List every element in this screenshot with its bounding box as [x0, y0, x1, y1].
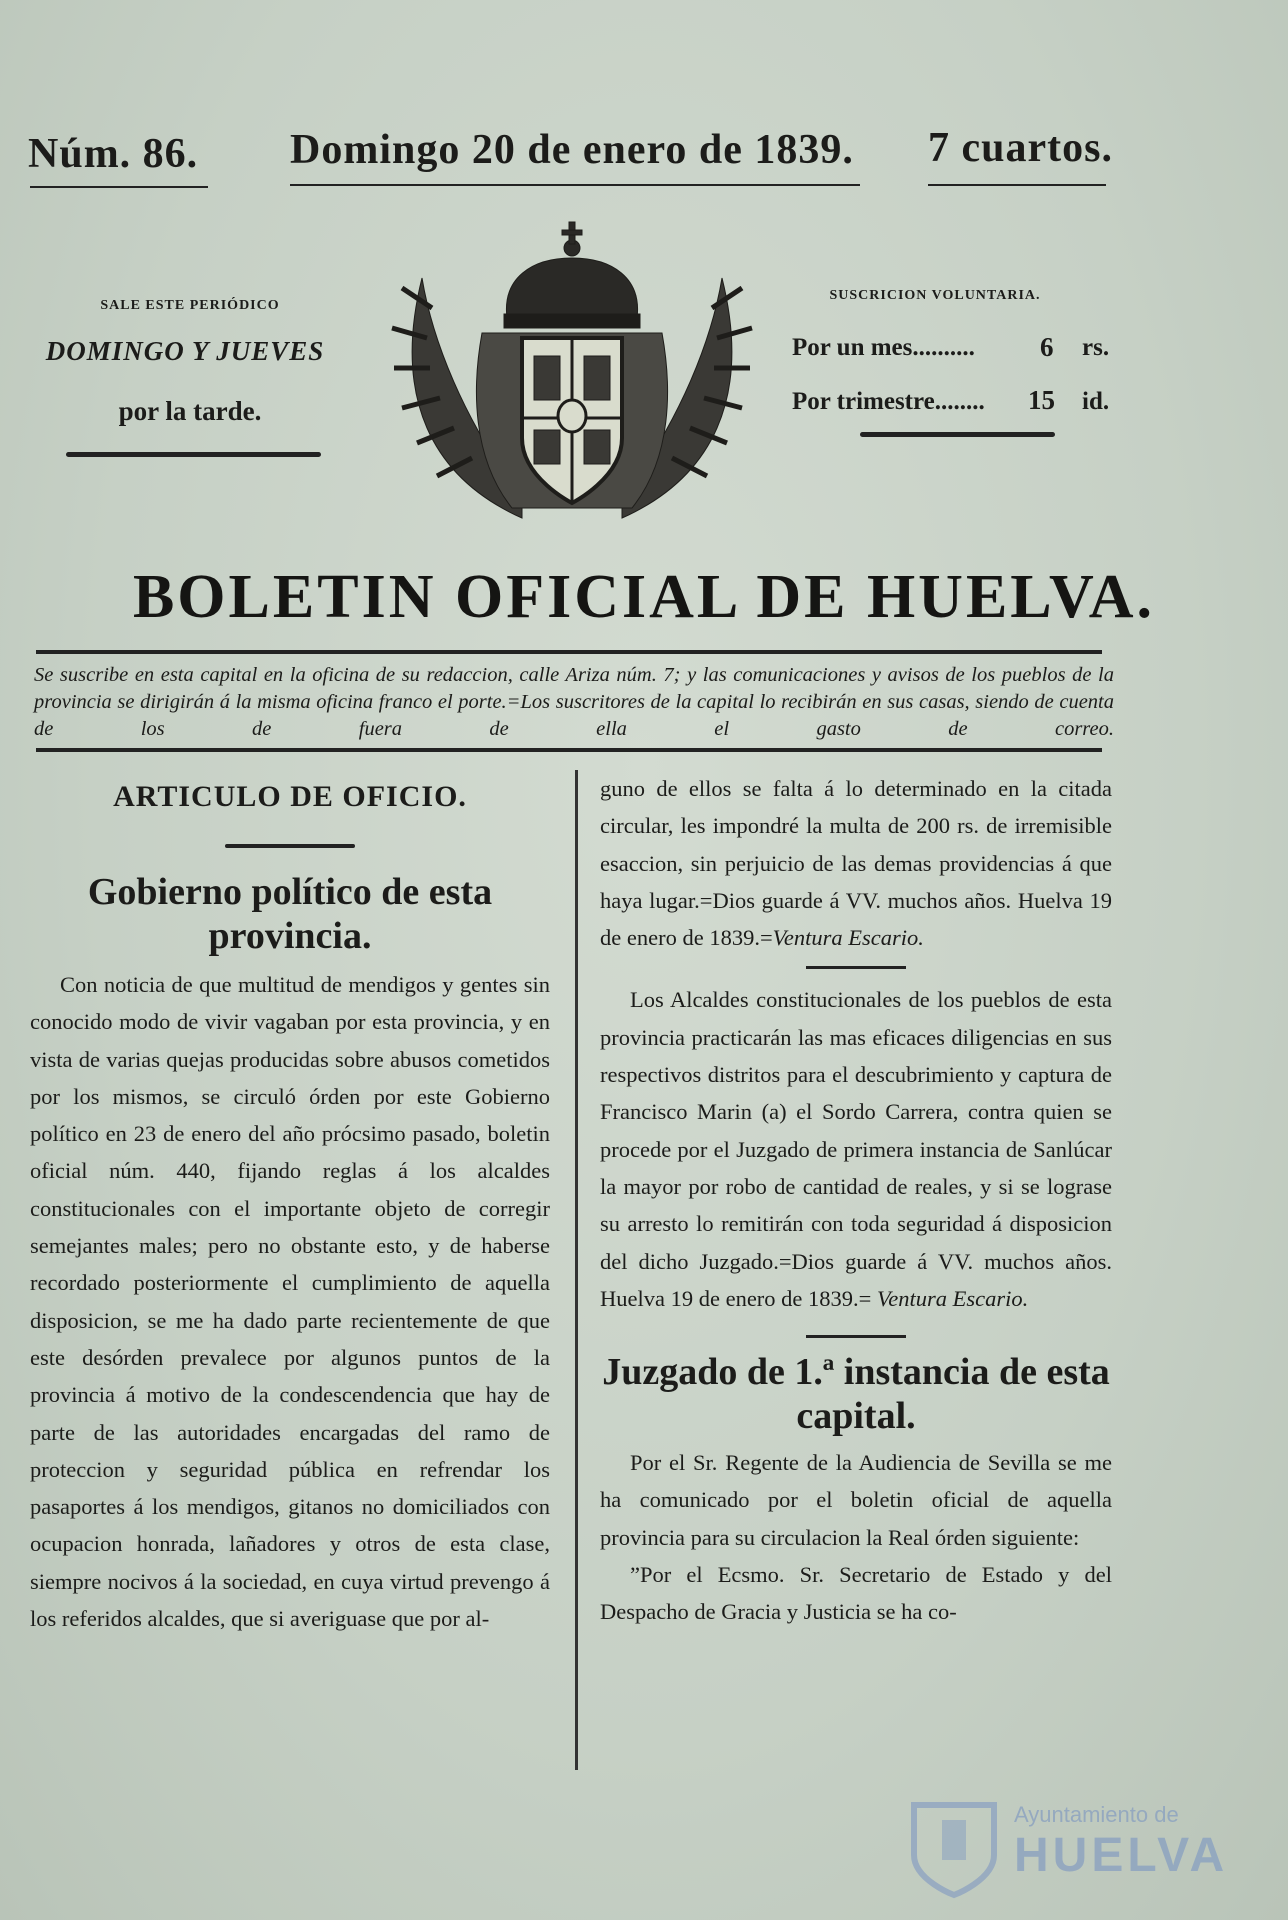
- coat-of-arms-icon: [372, 218, 772, 540]
- publication-days-caption: SALE ESTE PERIÓDICO: [100, 298, 280, 313]
- divider: [36, 650, 1102, 654]
- divider: [290, 184, 860, 186]
- watermark-line2: HUELVA: [1014, 1829, 1229, 1882]
- subscription-month-label: Por un mes..........: [792, 334, 975, 361]
- court-heading: Juzgado de 1.ª instancia de esta capital.: [602, 1351, 1110, 1438]
- divider: [860, 432, 1055, 437]
- court-paragraph: Por el Sr. Regente de la Audiencia de Sevilla se me ha comunicado por el boletin oficial de aquella provincia para su circulacion la Real órden siguiente:: [600, 1450, 1112, 1550]
- issue-price: 7 cuartos.: [928, 125, 1113, 171]
- article-body: Con noticia de que multitud de mendigos y gentes sin conocido modo de vivir vagaban por esta provincia, y en vista de varias quejas producidas sobre abusos cometidos por los mismos, se circuló órden por este Gobierno político en 23 de enero del año prócsimo pasado, boletin oficial núm. 440, fijando reglas á los alcaldes constitucionales con el importante objeto de corregir semejantes males; pero no obstante esto, y de haberse recordado posteriormente el cumplimiento de aquella disposicion, se me ha dado parte recientemente de que este desórden prevalece por algunos puntos de la provincia á motivo de la condescendencia que hay de parte de las autoridades encargadas del ramo de proteccion y seguridad pública en refrendar los pasaportes á los mendigos, gitanos no domiciliados con ocupacion honrada, lañadores y otros de esta clase, siempre nocivos á la sociedad, en cuya virtud prevengo á los referidos alcaldes, que si averiguase que por al-: [30, 972, 550, 1632]
- subscription-quarter-value: 15: [1028, 385, 1055, 415]
- signature: Ventura Escario.: [876, 1285, 1029, 1311]
- article-continuation: [600, 770, 1112, 956]
- subscription-title: SUSCRICION VOLUNTARIA.: [829, 288, 1041, 303]
- divider: [806, 1335, 906, 1338]
- newspaper-title: BOLETIN OFICIAL DE HUELVA.: [132, 563, 1156, 631]
- column-divider: [575, 770, 578, 1770]
- divider: [225, 844, 355, 848]
- subscription-quarter-label: Por trimestre........: [792, 388, 985, 415]
- divider: [36, 748, 1102, 752]
- subscription-month-unit: rs.: [1082, 334, 1110, 361]
- divider: [806, 966, 906, 969]
- divider: [30, 186, 208, 188]
- signature: Ventura Escario.: [772, 925, 924, 951]
- publication-days: DOMINGO Y JUEVES: [45, 336, 325, 366]
- notice-paragraph: [600, 981, 1112, 1317]
- subscribe-note: Se suscribe en esta capital en la oficina de su redaccion, calle Ariza núm. 7; y las comunicaciones y avisos de los pueblos de la provincia se dirigirán á la misma oficina franco el porte.=Los suscritores de la capital lo recibirán en sus casas, siendo de cuenta de los de fuera de ella el gasto de correo.: [34, 664, 1114, 740]
- divider: [928, 184, 1106, 186]
- publication-time: por la tarde.: [118, 396, 262, 426]
- issue-date: Domingo 20 de enero de 1839.: [290, 127, 854, 173]
- right-column: [600, 770, 1112, 1631]
- notice-text: Los Alcaldes constitucionales de los pueblos de esta provincia practicarán las mas eficaces diligencias en sus respectivos distritos para el descubrimiento y captura de Francisco Marin (a) el Sordo Carrera, contra quien se procede por el Juzgado de primera instancia de Sanlúcar la mayor por robo de cantidad de reales, y si se lograse su arresto lo remitirán con toda seguridad á disposicion del dicho Juzgado.=Dios guarde á VV. muchos años. Huelva 19 de enero de 1839.=: [600, 987, 1112, 1311]
- continuation-text: guno de ellos se falta á lo determinado en la citada circular, les impondré la multa de 200 rs. de irremisible esaccion, sin perjuicio de las demas providencias á que haya lugar.=Dios guarde á VV. muchos años. Huelva 19 de enero de 1839.=: [600, 776, 1112, 951]
- subscription-month-value: 6: [1040, 332, 1054, 362]
- royal-order-paragraph: ”Por el Ecsmo. Sr. Secretario de Estado y del Despacho de Gracia y Justicia se ha co-: [600, 1562, 1112, 1625]
- subscription-quarter-unit: id.: [1082, 388, 1110, 415]
- city-seal-icon: [904, 1790, 1004, 1900]
- issue-number: Núm. 86.: [28, 131, 199, 177]
- watermark-line1: Ayuntamiento de: [1014, 1802, 1179, 1827]
- section-heading: ARTICULO DE OFICIO.: [113, 780, 467, 813]
- left-column: [30, 770, 550, 1637]
- divider: [66, 452, 321, 457]
- article-heading: Gobierno político de esta provincia.: [87, 871, 493, 957]
